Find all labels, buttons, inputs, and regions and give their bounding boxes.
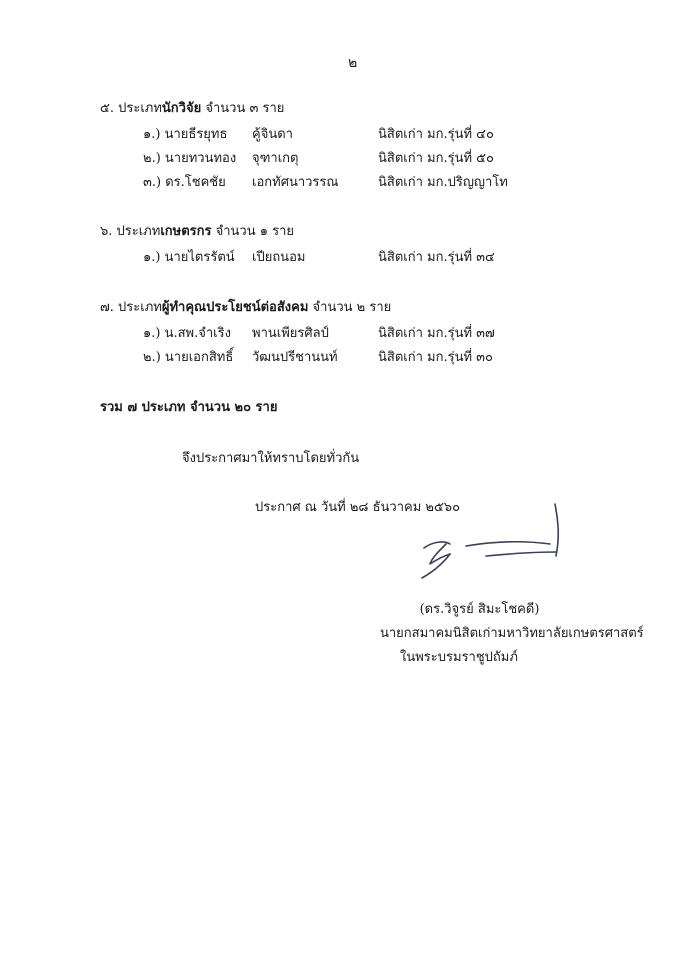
- announcement-text: จึงประกาศมาให้ทราบโดยทั่วกัน: [182, 451, 360, 466]
- section-head-7: [100, 296, 391, 317]
- list-item: [0, 322, 679, 340]
- alumni-note: นิสิตเก่า มก.ปริญญาโท: [378, 175, 508, 190]
- alumni-note: นิสิตเก่า มก.รุ่นที่ ๓๔: [378, 250, 495, 265]
- alumni-note: นิสิตเก่า มก.รุ่นที่ ๓๐: [378, 350, 493, 365]
- section-category: นักวิจัย: [161, 101, 202, 116]
- person-name: ๒.) นายทวนทอง: [143, 151, 237, 166]
- summary-total: รวม ๗ ประเภท จำนวน ๒๐ ราย: [100, 400, 278, 415]
- person-name: ๑.) นายไตรรัตน์: [143, 250, 235, 265]
- person-name: ๑.) นายธีรยุทธ: [143, 127, 228, 142]
- person-surname: วัฒนปรีชานนท์: [252, 350, 338, 365]
- section-count: จำนวน ๓ ราย: [201, 101, 285, 116]
- alumni-note: นิสิตเก่า มก.รุ่นที่ ๕๐: [378, 151, 494, 166]
- list-item: [0, 171, 679, 189]
- person-name: ๑.) น.สพ.จำเริง: [143, 326, 231, 341]
- signer-name: (ดร.วิจูรย์ สิมะโชคดี): [419, 602, 540, 617]
- section-head-6: [100, 220, 294, 241]
- section-prefix: ๗. ประเภท: [100, 300, 162, 315]
- person-surname: พานเพียรศิลป์: [252, 326, 329, 341]
- section-category: ผู้ทำคุณประโยชน์ต่อสังคม: [161, 300, 309, 315]
- person-surname: เอกทัศนาวรรณ: [252, 175, 339, 190]
- section-category: เกษตรกร: [160, 224, 212, 239]
- signer-title: นายกสมาคมนิสิตเก่ามหาวิทยาลัยเกษตรศาสตร์: [380, 626, 644, 641]
- section-prefix: ๖. ประเภท: [100, 224, 161, 239]
- handwritten-signature: [410, 500, 570, 590]
- person-name: ๓.) ดร.โชคชัย: [143, 175, 226, 190]
- section-prefix: ๕. ประเภท: [100, 101, 162, 116]
- section-head-5: [100, 97, 284, 118]
- list-item: [0, 246, 679, 264]
- alumni-note: นิสิตเก่า มก.รุ่นที่ ๓๗: [378, 326, 495, 341]
- list-item: [0, 123, 679, 141]
- person-surname: เปียถนอม: [252, 250, 306, 265]
- person-surname: คู้จินดา: [252, 127, 293, 142]
- announcement-date: ประกาศ ณ วันที่ ๒๘ ธันวาคม ๒๕๖๐: [255, 500, 460, 515]
- section-count: จำนวน ๑ ราย: [211, 224, 295, 239]
- person-surname: จุฑาเกตุ: [252, 151, 299, 166]
- page-number: ๒: [348, 55, 358, 71]
- section-count: จำนวน ๒ ราย: [308, 300, 392, 315]
- signer-patronage: ในพระบรมราชูปถัมภ์: [400, 650, 518, 665]
- person-name: ๒.) นายเอกสิทธิ์: [143, 350, 234, 365]
- list-item: [0, 147, 679, 165]
- list-item: [0, 346, 679, 364]
- alumni-note: นิสิตเก่า มก.รุ่นที่ ๔๐: [378, 127, 494, 142]
